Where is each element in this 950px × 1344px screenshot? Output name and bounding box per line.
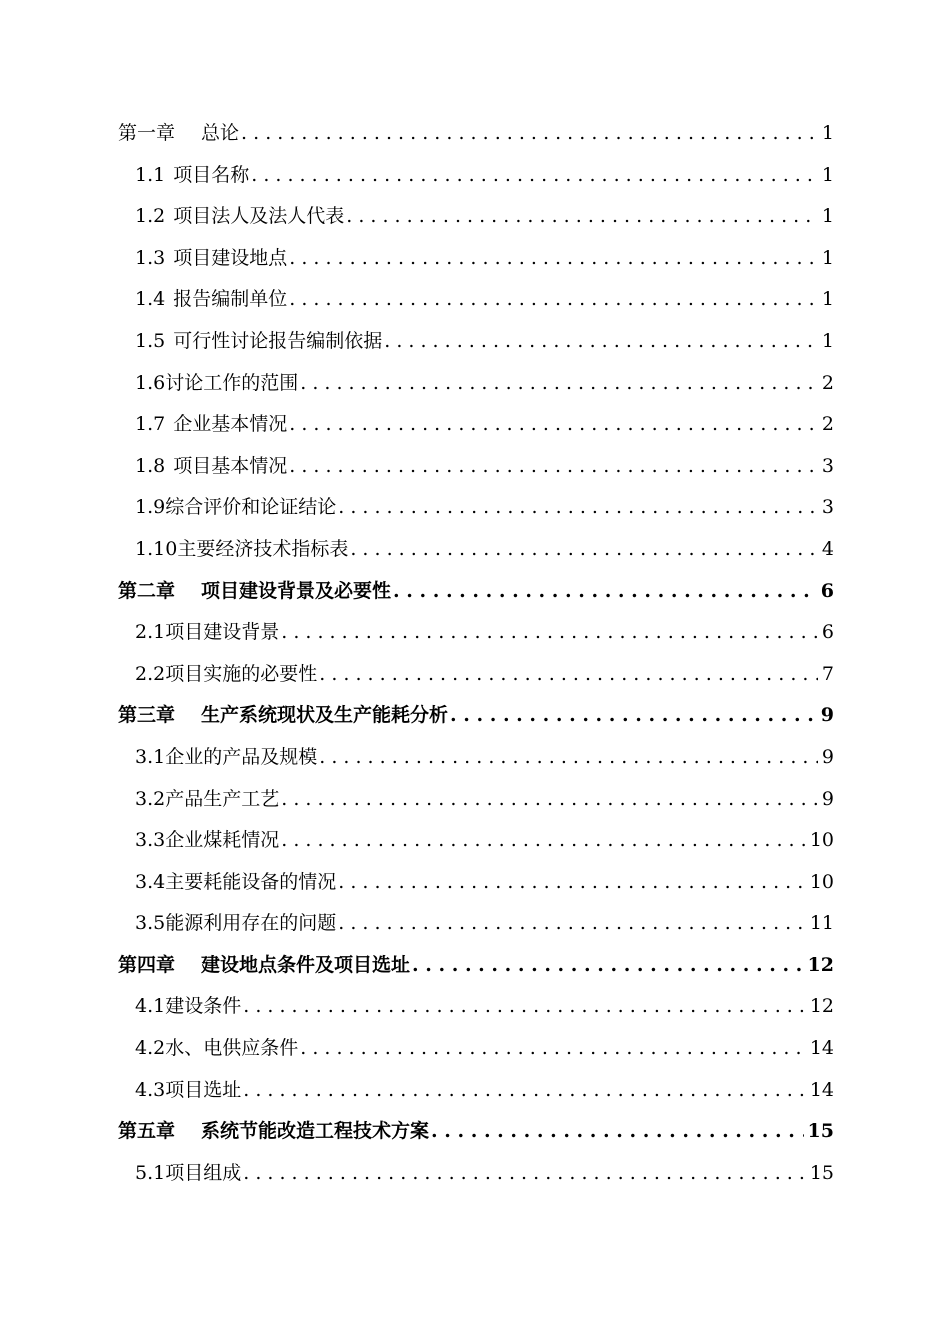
toc-page-number: 15: [809, 1161, 834, 1184]
toc-entry-number: 1.5: [135, 329, 166, 352]
toc-entry-title: 项目建设背景: [165, 621, 280, 644]
toc-entry-title: 项目实施的必要性: [165, 662, 318, 685]
toc-dot-leader: [431, 1120, 804, 1142]
toc-section-entry[interactable]: [118, 326, 834, 368]
toc-entry-number: 1.6: [135, 371, 166, 394]
toc-page-number: 11: [809, 912, 834, 935]
toc-dot-leader: [289, 413, 818, 435]
toc-entry-title: 项目法人及法人代表: [173, 205, 345, 228]
toc-entry-title: 项目组成: [165, 1161, 242, 1184]
toc-entry-number: 1.2: [135, 205, 166, 228]
toc-entry-title: 报告编制单位: [173, 288, 288, 311]
toc-entry-text: [135, 1033, 298, 1060]
toc-entry-number: 2.1: [135, 621, 166, 644]
toc-section-entry[interactable]: [118, 659, 834, 701]
toc-entry-text: [135, 492, 336, 519]
toc-dot-leader: [319, 746, 818, 768]
toc-page-number: 1: [821, 122, 834, 144]
toc-entry-text: [118, 700, 448, 727]
toc-entry-text: [135, 617, 279, 644]
toc-page-number: 1: [821, 163, 834, 186]
toc-entry-title: 建设条件: [165, 995, 242, 1018]
toc-entry-title: 讨论工作的范围: [165, 371, 299, 394]
toc-page-number: 1: [821, 246, 834, 269]
toc-entry-number: 3.5: [135, 912, 166, 935]
toc-page-number: 1: [821, 329, 834, 352]
toc-page-number: 15: [807, 1120, 834, 1143]
toc-entry-number: 第二章: [118, 579, 176, 602]
toc-chapter-entry[interactable]: [118, 950, 834, 992]
toc-page-number: 7: [821, 662, 834, 685]
toc-entry-text: [135, 409, 287, 436]
toc-dot-leader: [393, 580, 817, 602]
toc-entry-number: 第五章: [118, 1120, 176, 1143]
toc-page-number: 2: [821, 371, 834, 394]
toc-page-number: 4: [821, 537, 834, 560]
toc-entry-number: 3.1: [135, 745, 166, 768]
toc-entry-number: 1.1: [135, 163, 166, 186]
toc-page-number: 3: [821, 496, 834, 519]
toc-page-number: 10: [809, 829, 834, 852]
toc-dot-leader: [350, 538, 818, 560]
toc-entry-text: [135, 908, 336, 935]
toc-dot-leader: [289, 247, 818, 269]
toc-entry-title: 主要耗能设备的情况: [165, 870, 337, 893]
toc-entry-text: [135, 825, 279, 852]
toc-page-number: 9: [820, 704, 834, 727]
toc-page-number: 9: [821, 745, 834, 768]
toc-section-entry[interactable]: [118, 742, 834, 784]
toc-section-entry[interactable]: [118, 1033, 834, 1075]
toc-section-entry[interactable]: [118, 1158, 834, 1200]
toc-section-entry[interactable]: [118, 991, 834, 1033]
toc-entry-number: 第三章: [118, 704, 176, 727]
toc-entry-text: [135, 451, 287, 478]
toc-page-number: 2: [821, 413, 834, 436]
toc-entry-text: [118, 118, 239, 145]
toc-section-entry[interactable]: [118, 617, 834, 659]
toc-entry-title: 水、电供应条件: [165, 1037, 299, 1060]
toc-entry-number: 1.4: [135, 288, 166, 311]
toc-page-number: 9: [821, 787, 834, 810]
toc-entry-text: [135, 368, 298, 395]
toc-entry-title: 主要经济技术指标表: [177, 537, 349, 560]
toc-chapter-entry[interactable]: [118, 700, 834, 742]
toc-entry-title: 企业煤耗情况: [165, 829, 280, 852]
toc-dot-leader: [338, 496, 818, 518]
toc-entry-title: 企业基本情况: [173, 413, 288, 436]
toc-page-number: 6: [820, 579, 834, 602]
toc-dot-leader: [241, 122, 818, 144]
toc-section-entry[interactable]: [118, 867, 834, 909]
toc-dot-leader: [289, 455, 818, 477]
toc-page-number: 14: [809, 1037, 834, 1060]
toc-entry-title: 系统节能改造工程技术方案: [201, 1120, 430, 1143]
toc-entry-number: 第四章: [118, 953, 176, 976]
toc-entry-text: [135, 1075, 241, 1102]
toc-entry-text: [118, 576, 391, 603]
toc-entry-title: 总论: [201, 122, 240, 144]
toc-entry-number: 1.8: [135, 454, 166, 477]
toc-section-entry[interactable]: [118, 409, 834, 451]
toc-dot-leader: [412, 954, 804, 976]
toc-entry-number: 1.10: [135, 537, 178, 560]
toc-page-number: 10: [809, 870, 834, 893]
toc-entry-number: 4.3: [135, 1078, 166, 1101]
toc-entry-text: [135, 1158, 241, 1185]
toc-page-number: 6: [821, 621, 834, 644]
toc-entry-text: [135, 534, 348, 561]
toc-page-number: 1: [821, 205, 834, 228]
toc-entry-title: 项目选址: [165, 1078, 242, 1101]
toc-dot-leader: [289, 288, 818, 310]
toc-section-entry[interactable]: [118, 492, 834, 534]
toc-entry-text: [135, 284, 287, 311]
toc-entry-text: [118, 1116, 429, 1143]
toc-entry-title: 能源利用存在的问题: [165, 912, 337, 935]
toc-dot-leader: [251, 164, 818, 186]
toc-entry-number: 3.2: [135, 787, 166, 810]
toc-entry-title: 生产系统现状及生产能耗分析: [201, 704, 449, 727]
toc-section-entry[interactable]: [118, 534, 834, 576]
toc-entry-text: [135, 991, 241, 1018]
toc-page-number: 3: [821, 454, 834, 477]
toc-dot-leader: [338, 912, 806, 934]
toc-entry-number: 5.1: [135, 1161, 166, 1184]
toc-section-entry[interactable]: [118, 784, 834, 826]
toc-entry-number: 4.1: [135, 995, 166, 1018]
toc-dot-leader: [281, 829, 806, 851]
toc-dot-leader: [281, 788, 818, 810]
toc-entry-title: 综合评价和论证结论: [165, 496, 337, 519]
toc-chapter-entry[interactable]: [118, 1116, 834, 1158]
toc-entry-text: [135, 659, 317, 686]
toc-dot-leader: [243, 995, 806, 1017]
toc-dot-leader: [243, 1079, 806, 1101]
toc-dot-leader: [346, 205, 818, 227]
toc-entry-number: 第一章: [118, 122, 176, 144]
toc-section-entry[interactable]: [118, 243, 834, 285]
toc-dot-leader: [243, 1162, 806, 1184]
toc-entry-text: [135, 326, 382, 353]
toc-entry-text: [135, 243, 287, 270]
toc-page-number: 1: [821, 288, 834, 311]
toc-entry-text: [118, 950, 410, 977]
toc-entry-number: 3.4: [135, 870, 166, 893]
toc-dot-leader: [384, 330, 818, 352]
toc-entry-title: 项目名称: [173, 163, 250, 186]
toc-entry-title: 项目建设地点: [173, 246, 288, 269]
toc-section-entry[interactable]: [118, 160, 834, 202]
toc-entry-number: 3.3: [135, 829, 166, 852]
toc-entry-title: 项目基本情况: [173, 454, 288, 477]
toc-entry-title: 项目建设背景及必要性: [201, 579, 392, 602]
toc-section-entry[interactable]: [118, 284, 834, 326]
toc-page-number: 12: [809, 995, 834, 1018]
toc-chapter-entry[interactable]: [118, 576, 834, 618]
toc-entry-number: 1.9: [135, 496, 166, 519]
toc-entry-title: 企业的产品及规模: [165, 745, 318, 768]
toc-entry-number: 1.7: [135, 413, 166, 436]
toc-entry-text: [135, 160, 249, 187]
toc-section-entry[interactable]: [118, 1075, 834, 1117]
table-of-contents: [118, 118, 834, 1199]
toc-section-entry[interactable]: [118, 451, 834, 493]
toc-entry-number: 4.2: [135, 1037, 166, 1060]
toc-entry-title: 产品生产工艺: [165, 787, 280, 810]
toc-page-number: 14: [809, 1078, 834, 1101]
toc-dot-leader: [281, 621, 818, 643]
toc-dot-leader: [300, 1037, 806, 1059]
toc-dot-leader: [338, 871, 806, 893]
toc-dot-leader: [319, 663, 818, 685]
toc-page-number: 12: [807, 953, 834, 976]
toc-chapter-entry[interactable]: [118, 118, 834, 160]
toc-entry-title: 可行性讨论报告编制依据: [173, 329, 383, 352]
toc-entry-number: 1.3: [135, 246, 166, 269]
toc-section-entry[interactable]: [118, 201, 834, 243]
toc-entry-text: [135, 201, 344, 228]
toc-section-entry[interactable]: [118, 908, 834, 950]
toc-entry-text: [135, 742, 317, 769]
toc-section-entry[interactable]: [118, 825, 834, 867]
toc-section-entry[interactable]: [118, 368, 834, 410]
toc-dot-leader: [450, 704, 817, 726]
toc-entry-title: 建设地点条件及项目选址: [201, 953, 411, 976]
toc-entry-number: 2.2: [135, 662, 166, 685]
toc-dot-leader: [300, 372, 818, 394]
toc-entry-text: [135, 867, 336, 894]
toc-entry-text: [135, 784, 279, 811]
